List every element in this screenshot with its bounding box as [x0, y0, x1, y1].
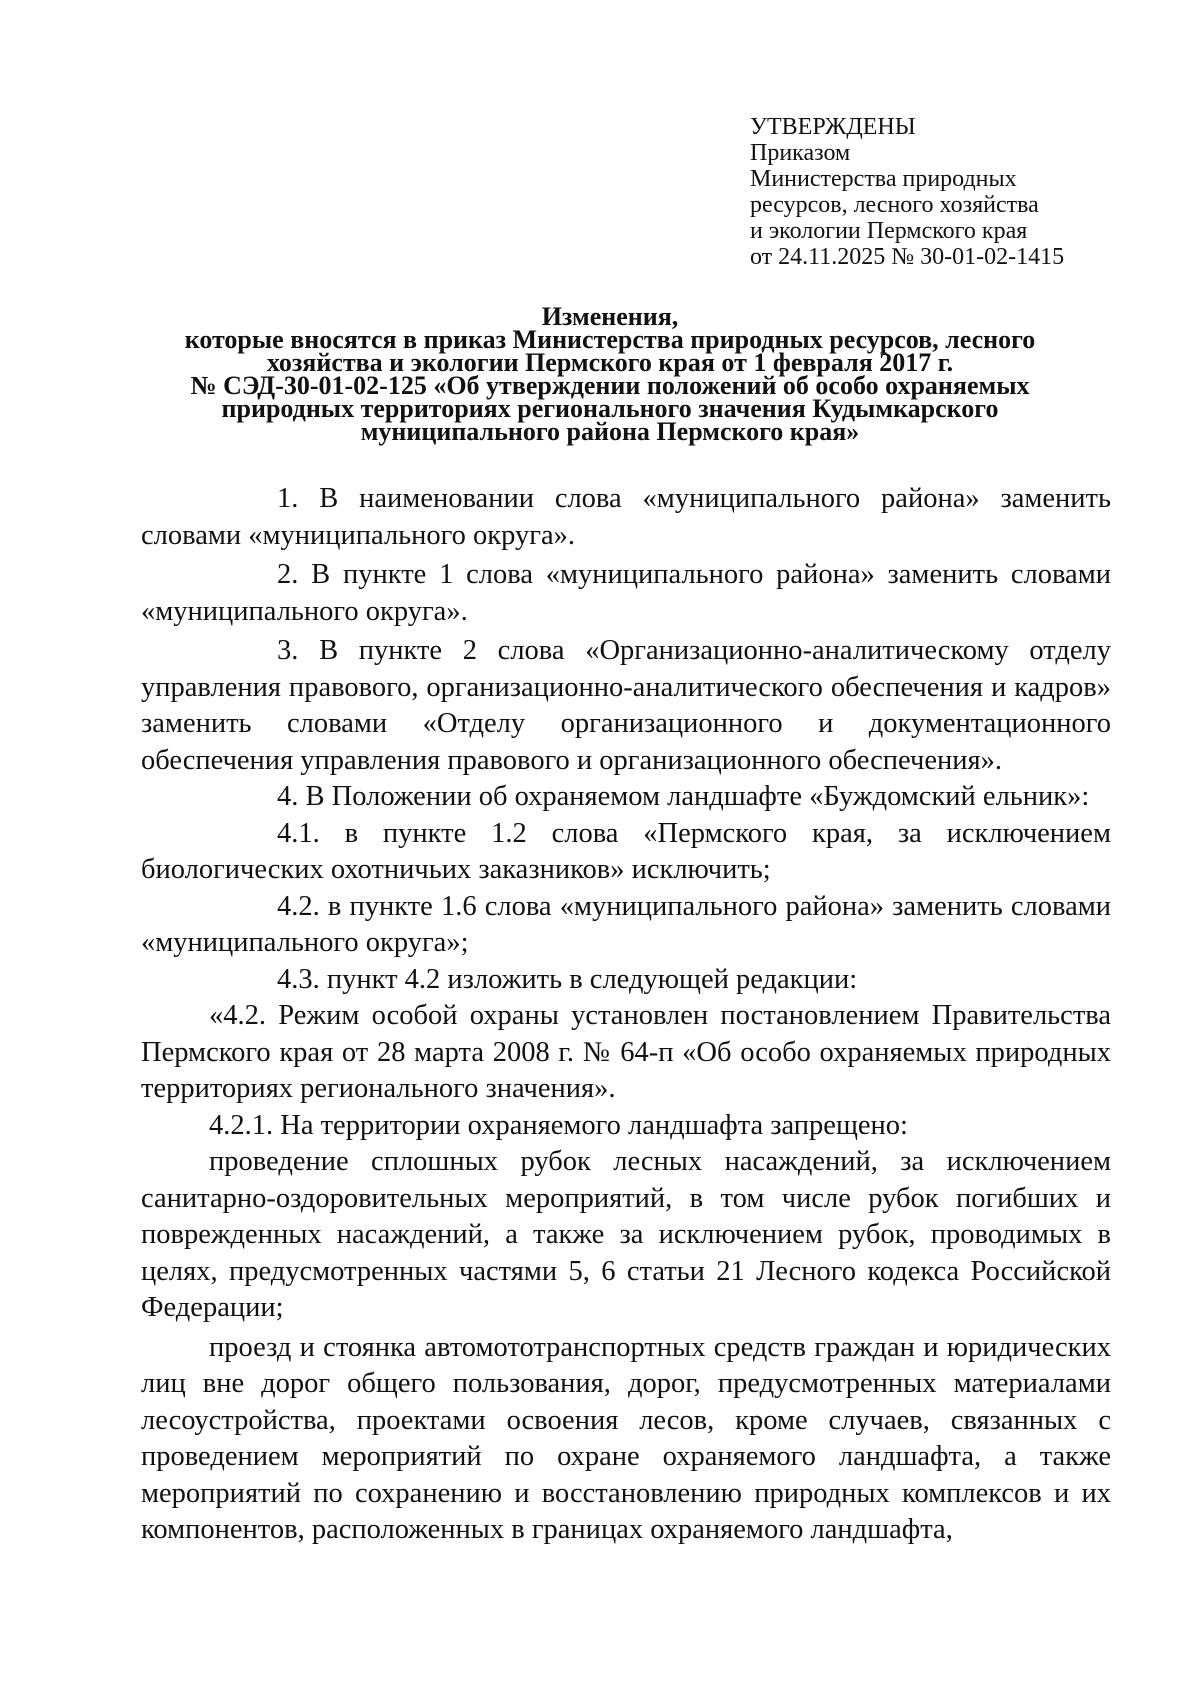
title-line: муниципального района Пермского края» [360, 417, 860, 446]
paragraph-2 [141, 557, 1111, 630]
approval-line: Министерства природных [750, 166, 1017, 192]
paragraph-text: В наименовании слова «муниципального района» заменить словами «муниципального округа». [141, 483, 1112, 551]
paragraph-text: проведение сплошных рубок лесных насаждений, за исключением санитарно-оздоровительных мероприятий, в том числе рубок погибших и поврежденных насаждений, а также за исключением рубок, проводимых в целях, предусмотренных частями 5, 6 статьи 21 Лесного кодекса Российской Федерации; [141, 1146, 1111, 1323]
paragraph-3 [141, 633, 1111, 779]
paragraph-text: В Положении об охраняемом ландшафте «Буждомский ельник»: [305, 781, 1090, 812]
paragraph-text: «4.2. Режим особой охраны установлен постановлением Правительства Пермского края от 28 марта 2008 г. № 64-п «Об особо охраняемых природных территориях регионального значения». [141, 1000, 1111, 1104]
paragraph-text: В пункте 2 слова «Организационно-аналитическому отделу управления правового, организационно-аналитического обеспечения и кадров» заменить словами «Отделу организационного и документационного обеспечения управления правового и организационного обеспечения». [141, 635, 1111, 776]
title-line: природных территориях регионального значения Кудымкарского [221, 394, 999, 423]
document-body [141, 481, 1111, 1549]
paragraph-number: 4.3. [277, 963, 320, 995]
paragraph-4 [141, 779, 1111, 816]
paragraph-number: 4.1. [277, 817, 320, 849]
paragraph-number: 3. [277, 635, 299, 666]
title-line: хозяйства и экологии Пермского края от 1 февраля 2017 г. [266, 348, 954, 377]
approval-line: от 24.11.2025 № 30-01-02-1415 [750, 244, 1065, 270]
paragraph-number: 4.2. [277, 890, 320, 922]
approval-stamp [750, 114, 1170, 270]
paragraph-text: пункт 4.2 изложить в следующей редакции: [326, 963, 858, 995]
title-line: № СЭД-30-01-02-125 «Об утверждении положений об особо охраняемых [190, 371, 1030, 400]
paragraph-text: проезд и стоянка автомототранспортных средств граждан и юридических лиц вне дорог общего пользования, дорог, предусмотренных материалами лесоустройства, проектами освоения лесов, кроме случаев, связанных с проведением мероприятий по охране охраняемого ландшафта, а также мероприятий по сохранению и восстановлению природных комплексов и их компонентов, расположенных в границах охраняемого ландшафта, [141, 1331, 1111, 1545]
title-line: которые вносятся в приказ Министерства природных ресурсов, лесного [184, 325, 1036, 354]
approval-line: УТВЕРЖДЕНЫ [750, 114, 916, 140]
paragraph-prohibition-1 [141, 1144, 1111, 1327]
title-heading: Изменения, [541, 302, 679, 331]
paragraph-text: в пункте 1.6 слова «муниципального района» заменить словами «муниципального округа»; [141, 890, 1111, 958]
paragraph-1 [141, 481, 1111, 554]
paragraph-4-1 [141, 816, 1111, 889]
approval-line: Приказом [750, 140, 851, 166]
paragraph-4-2-1 [141, 1108, 1111, 1145]
paragraph-number: 4. [277, 781, 299, 812]
paragraph-text: 4.2.1. На территории охраняемого ландшафта запрещено: [209, 1109, 908, 1141]
paragraph-prohibition-2 [141, 1330, 1111, 1549]
approval-line: и экологии Пермского края [750, 218, 1028, 244]
document-title [140, 302, 1080, 446]
paragraph-4-2 [141, 889, 1111, 962]
paragraph-quote-4-2 [141, 998, 1111, 1108]
paragraph-text: в пункте 1.2 слова «Пермского края, за исключением биологических охотничьих заказников» исключить; [141, 817, 1111, 885]
paragraph-4-3 [141, 962, 1111, 999]
approval-line: ресурсов, лесного хозяйства [750, 192, 1039, 218]
paragraph-number: 2. [277, 559, 299, 590]
paragraph-number: 1. [277, 483, 299, 514]
paragraph-text: В пункте 1 слова «муниципального района» заменить словами «муниципального округа». [141, 559, 1111, 627]
